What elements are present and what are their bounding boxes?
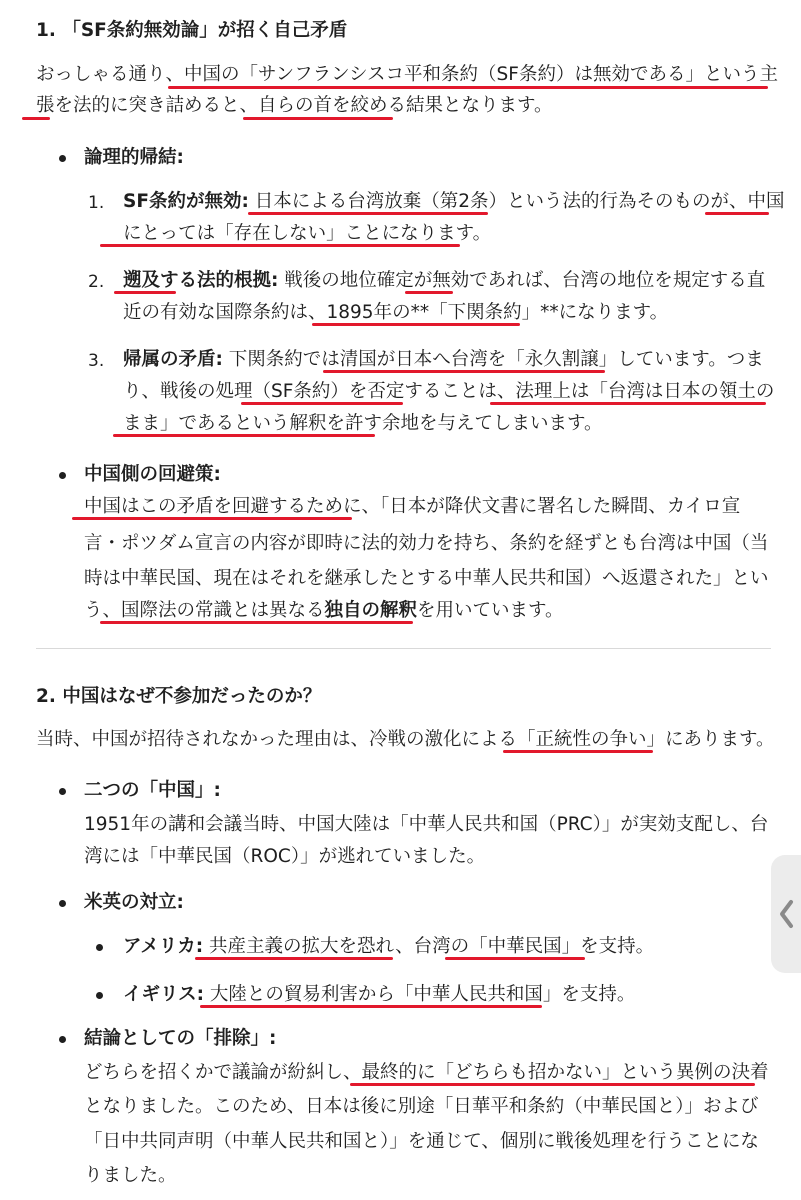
exclusion-line1: どちらを招くかで議論が紛糾し、最終的に「どちらも招かない」という異例の決着 bbox=[84, 1062, 769, 1083]
sub-bullet-dot bbox=[96, 944, 103, 951]
bullet-china-workaround-title: 中国側の回避策: bbox=[84, 464, 221, 485]
china-workaround-line1: 中国はこの矛盾を回避するために、「日本が降伏文書に署名した瞬間、カイロ宣 bbox=[84, 496, 741, 517]
list-marker-3: 3. bbox=[88, 351, 105, 371]
bullet-dot bbox=[59, 472, 66, 479]
list-item-3-line1: 帰属の矛盾: 下関条約では清国が日本へ台湾を「永久割譲」しています。つま bbox=[123, 349, 764, 370]
chevron-left-icon bbox=[778, 899, 796, 929]
two-chinas-line2: 湾には「中華民国（ROC）」が逃れていました。 bbox=[84, 846, 486, 867]
sub-item-britain: イギリス: 大陸との貿易利害から「中華人民共和国」を支持。 bbox=[123, 984, 636, 1005]
china-workaround-line3: 時は中華民国、現在はそれを継承したとする中華人民共和国）へ返還された」とい bbox=[84, 568, 769, 589]
list-marker-2: 2. bbox=[88, 272, 105, 292]
bullet-dot bbox=[59, 900, 66, 907]
bullet-dot bbox=[59, 155, 66, 162]
side-panel-toggle[interactable] bbox=[771, 855, 801, 973]
sub-item-america: アメリカ: 共産主義の拡大を恐れ、台湾の「中華民国」を支持。 bbox=[123, 936, 655, 957]
section-divider bbox=[36, 648, 771, 649]
china-workaround-line2: 言・ポツダム宣言の内容が即時に法的効力を持ち、条約を経ずとも台湾は中国（当 bbox=[84, 533, 769, 554]
list-item-1-line2: にとっては「存在しない」ことになります。 bbox=[123, 223, 492, 244]
section1-heading: 1. 「SF条約無効論」が招く自己矛盾 bbox=[36, 20, 348, 41]
bullet-logical-consequence-title: 論理的帰結: bbox=[84, 147, 184, 168]
china-workaround-line4: う、国際法の常識とは異なる独自の解釈を用いています。 bbox=[84, 600, 564, 621]
bullet-dot bbox=[59, 1036, 66, 1043]
list-item-3-line2: り、戦後の処理（SF条約）を否定することは、法理上は「台湾は日本の領土の bbox=[123, 381, 775, 402]
sub-bullet-dot bbox=[96, 992, 103, 999]
list-item-3-line3: まま」であるという解釈を許す余地を与えてしまいます。 bbox=[123, 413, 603, 434]
list-item-2-line1: 遡及する法的根拠: 戦後の地位確定が無効であれば、台湾の地位を規定する直 bbox=[123, 270, 766, 291]
exclusion-line2: となりました。このため、日本は後に別途「日華平和条約（中華民国と）」および bbox=[84, 1096, 759, 1117]
list-item-1-line1: SF条約が無効: 日本による台湾放棄（第2条）という法的行為そのものが、中国 bbox=[123, 191, 785, 212]
exclusion-line3: 「日中共同声明（中華人民共和国と）」を通じて、個別に戦後処理を行うことにな bbox=[84, 1131, 759, 1152]
bullet-exclusion-title: 結論としての「排除」: bbox=[84, 1028, 277, 1049]
two-chinas-line1: 1951年の講和会議当時、中国大陸は「中華人民共和国（PRC）」が実効支配し、台 bbox=[84, 814, 769, 835]
section1-intro-line1: おっしゃる通り、中国の「サンフランシスコ平和条約（SF条約）は無効である」という主 bbox=[36, 64, 778, 85]
bullet-two-chinas-title: 二つの「中国」: bbox=[84, 780, 221, 801]
bullet-dot bbox=[59, 788, 66, 795]
section2-intro: 当時、中国が招待されなかった理由は、冷戦の激化による「正統性の争い」にあります。 bbox=[36, 729, 775, 750]
exclusion-line4: りました。 bbox=[84, 1165, 177, 1186]
section1-intro-line2: 張を法的に突き詰めると、自らの首を絞める結果となります。 bbox=[36, 95, 553, 116]
bullet-us-uk-conflict-title: 米英の対立: bbox=[84, 892, 184, 913]
list-marker-1: 1. bbox=[88, 193, 105, 213]
list-item-2-line2: 近の有効な国際条約は、1895年の**「下関条約」**になります。 bbox=[123, 302, 669, 323]
section2-heading: 2. 中国はなぜ不参加だったのか？ bbox=[36, 686, 322, 707]
